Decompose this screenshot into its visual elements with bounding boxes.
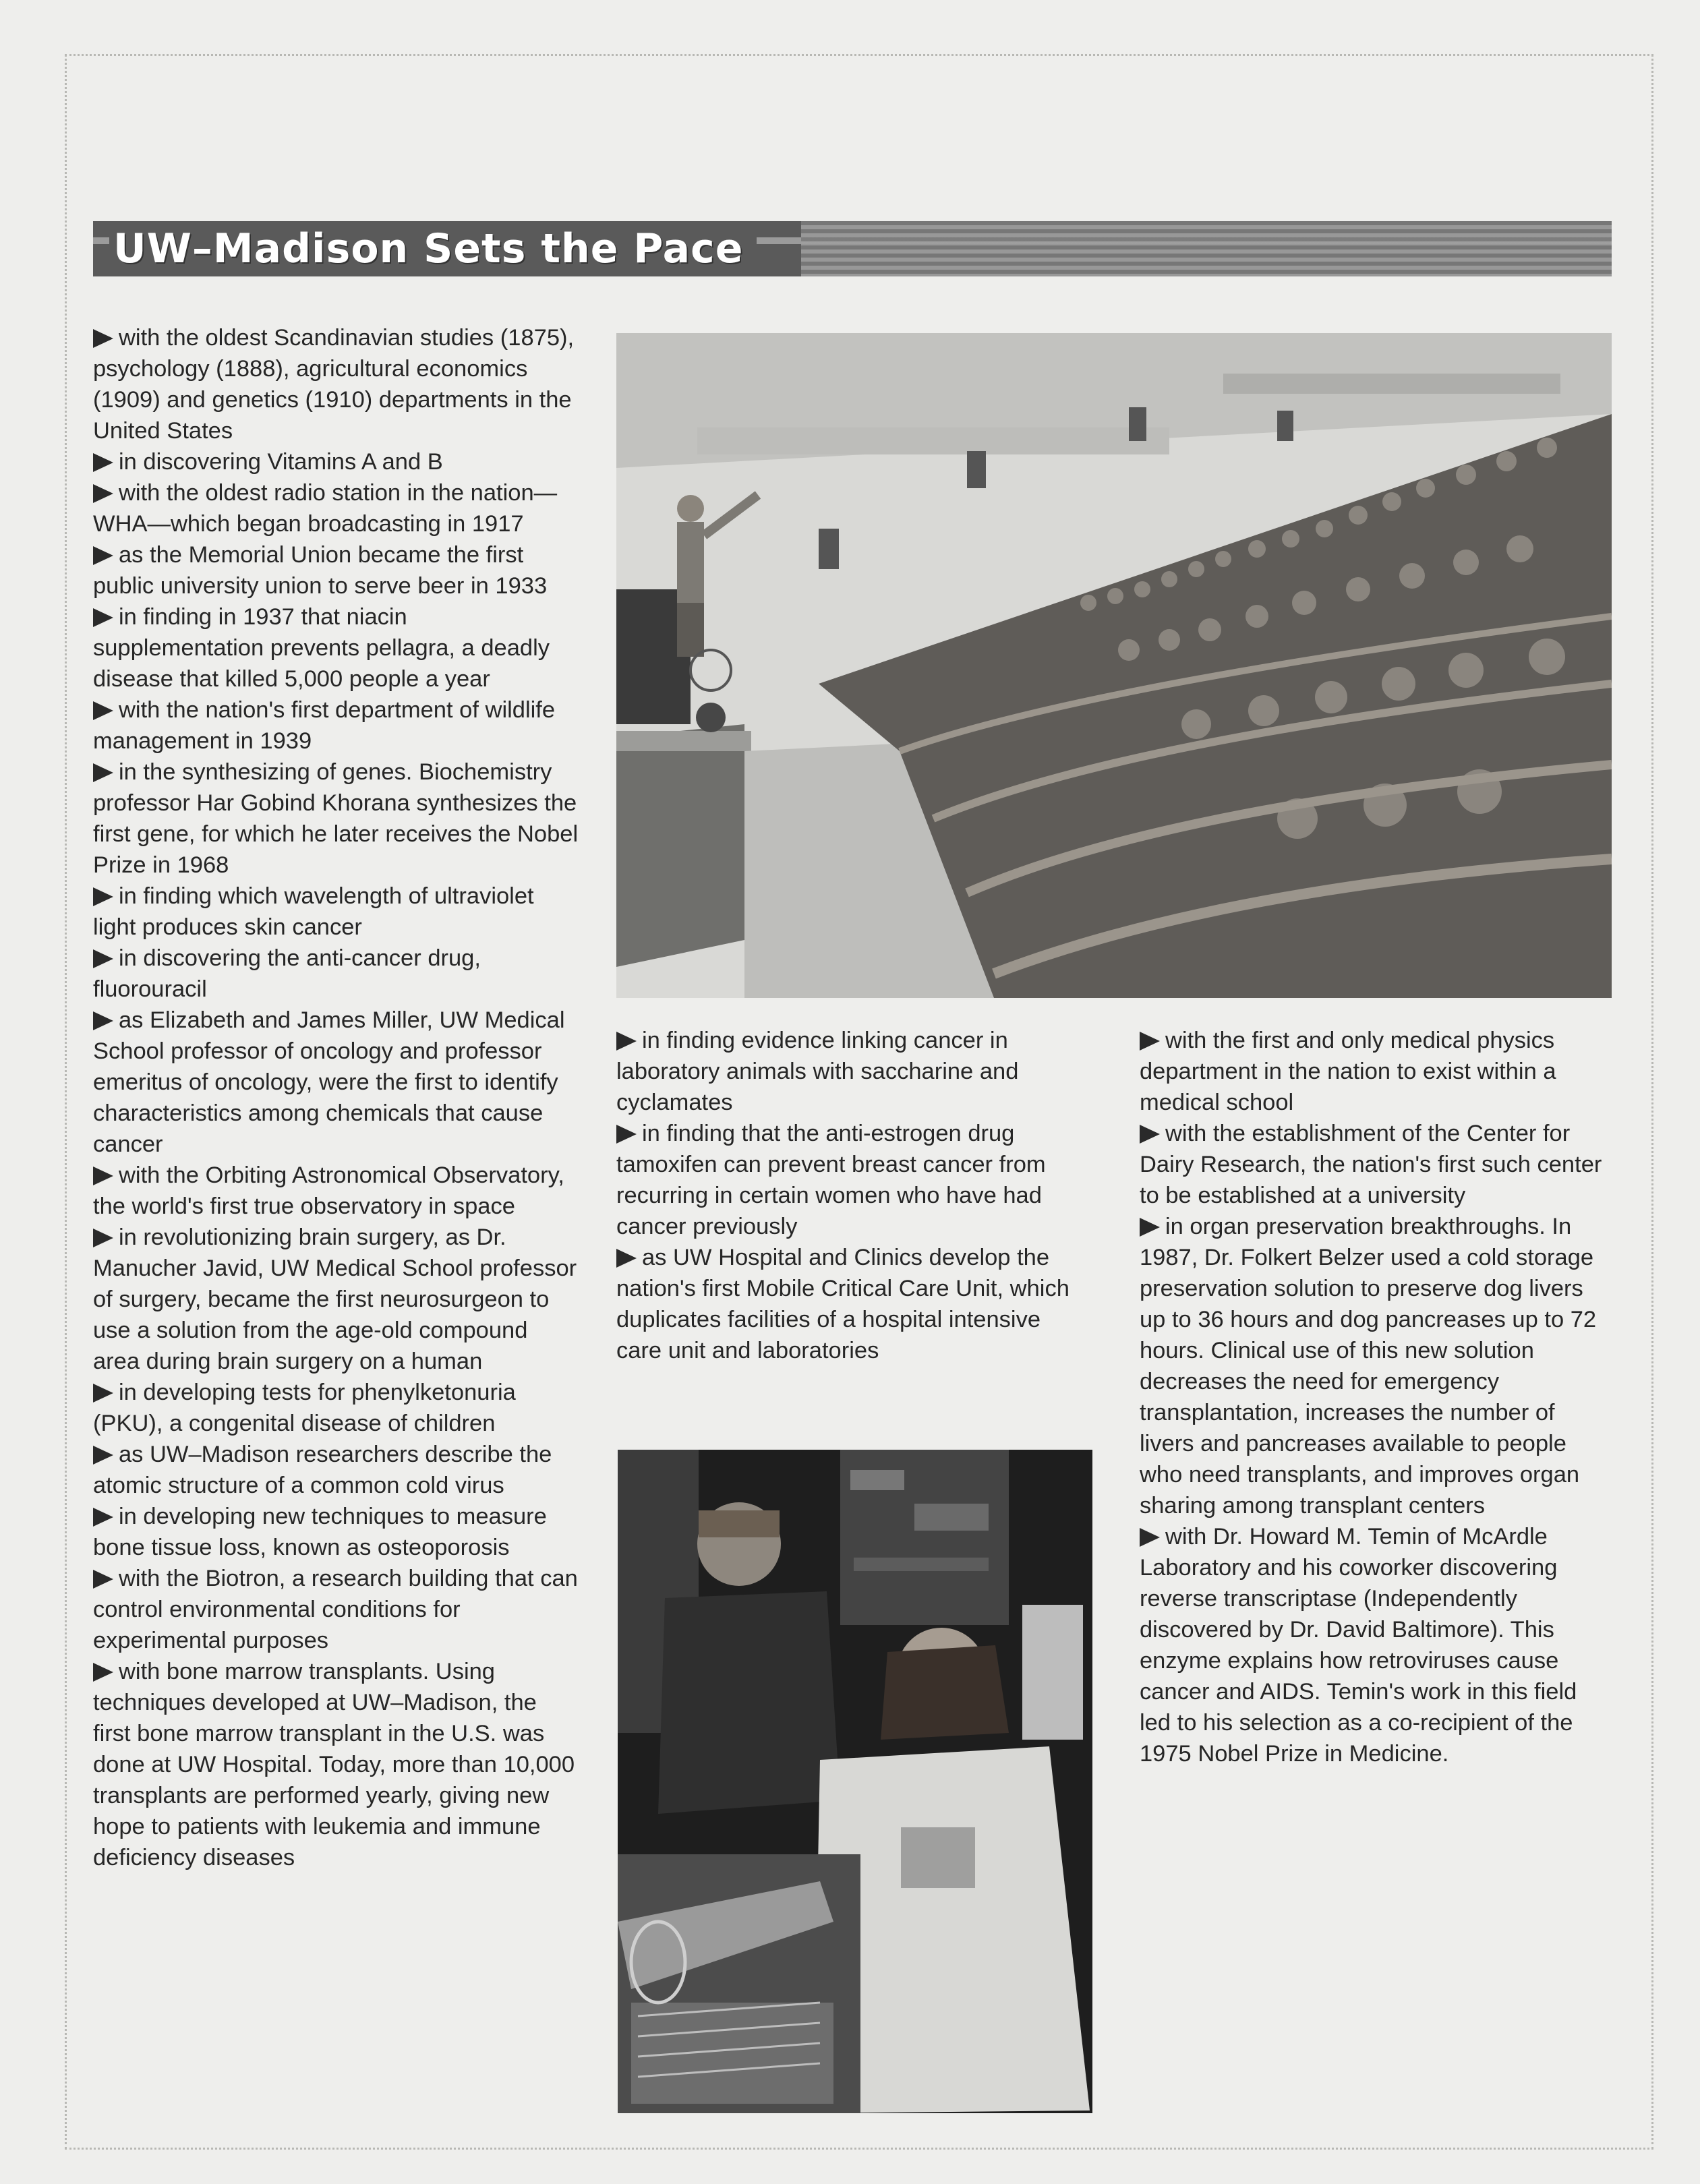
arrow-bullet-icon: [93, 763, 113, 782]
list-item: with the first and only medical physics department in the nation to exist within a medical school: [1140, 1028, 1556, 1115]
arrow-bullet-icon: [93, 1570, 113, 1589]
arrow-bullet-icon: [93, 1229, 113, 1247]
list-item: as UW Hospital and Clinics develop the nation's first Mobile Critical Care Unit, which duplicates facilities of a hospital intensive care unit and laboratories: [616, 1245, 1069, 1363]
arrow-bullet-icon: [93, 546, 113, 565]
section-header-bar: [93, 221, 1612, 276]
arrow-bullet-icon: [93, 484, 113, 503]
arrow-bullet-icon: [93, 887, 113, 906]
arrow-bullet-icon: [1140, 1528, 1160, 1547]
list-item: in discovering Vitamins A and B: [93, 446, 579, 477]
arrow-bullet-icon: [1140, 1032, 1160, 1051]
list-item: in developing new techniques to measure bone tissue loss, known as osteoporosis: [93, 1504, 547, 1560]
list-item: with the oldest radio station in the nation—WHA—which began broadcasting in 1917: [93, 480, 558, 537]
list-item: as UW–Madison researchers describe the atomic structure of a common cold virus: [93, 1442, 552, 1498]
laboratory-photo: [618, 1450, 1092, 2113]
arrow-bullet-icon: [616, 1125, 637, 1144]
arrow-bullet-icon: [93, 1446, 113, 1465]
list-item: with Dr. Howard M. Temin of McArdle Laboratory and his coworker discovering reverse transcriptase (Independently discovered by Dr. David Baltimore). This enzyme explains how retroviruses cause cancer and AIDS. Temin's work in this field led to his selection as a co-recipient of the 1975 Nobel Prize in Medicine.: [1140, 1524, 1577, 1767]
arrow-bullet-icon: [93, 1167, 113, 1185]
arrow-bullet-icon: [93, 701, 113, 720]
arrow-bullet-icon: [93, 453, 113, 472]
list-item: in developing tests for phenylketonuria (PKU), a congenital disease of children: [93, 1380, 516, 1436]
list-item: in organ preservation breakthroughs. In 1987, Dr. Folkert Belzer used a cold storage preservation solution to preserve dog livers up to 36 hours and dog pancreases up to 72 hours. Clinical use of this new solution decreases the need for emergency transplantation, increases the number of livers and pancreases available to people who need transplants, and improves organ sharing among transplant centers: [1140, 1214, 1597, 1518]
list-item: as the Memorial Union became the first public university union to serve beer in 1933: [93, 542, 548, 599]
lecture-hall-illustration: [616, 333, 1612, 998]
arrow-bullet-icon: [93, 1384, 113, 1403]
laboratory-illustration: [618, 1450, 1092, 2113]
arrow-bullet-icon: [1140, 1218, 1160, 1237]
list-item: with bone marrow transplants. Using techniques developed at UW–Madison, the first bone marrow transplant in the U.S. was done at UW Hospital. Today, more than 10,000 transplants are performed yearly, giving new hope to patients with leukemia and immune deficiency diseases: [93, 1659, 575, 1870]
list-item: with the establishment of the Center for Dairy Research, the nation's first such center to be established at a university: [1140, 1121, 1602, 1208]
arrow-bullet-icon: [93, 608, 113, 627]
list-item: with the Orbiting Astronomical Observatory, the world's first true observatory in space: [93, 1162, 564, 1219]
middle-text-column: [616, 1025, 1088, 1366]
arrow-bullet-icon: [93, 949, 113, 968]
arrow-bullet-icon: [93, 1011, 113, 1030]
left-text-column: [93, 322, 579, 1873]
header-stripes: [801, 221, 1612, 276]
arrow-bullet-icon: [1140, 1125, 1160, 1144]
right-text-column: [1140, 1025, 1605, 1769]
list-item: in finding in 1937 that niacin supplementation prevents pellagra, a deadly disease that killed 5,000 people a year: [93, 604, 550, 692]
arrow-bullet-icon: [93, 1508, 113, 1527]
lecture-hall-photo: [616, 333, 1612, 998]
list-item: in finding that the anti-estrogen drug tamoxifen can prevent breast cancer from recurring in certain women who have had cancer previously: [616, 1121, 1046, 1239]
list-item: as Elizabeth and James Miller, UW Medical School professor of oncology and professor emeritus of oncology, were the first to identify characteristics among chemicals that cause cancer: [93, 1007, 565, 1157]
arrow-bullet-icon: [93, 1663, 113, 1682]
list-item: in finding which wavelength of ultraviolet light produces skin cancer: [93, 883, 534, 940]
list-item: with the Biotron, a research building that can control environmental conditions for experimental purposes: [93, 1566, 578, 1653]
list-item: with the oldest Scandinavian studies (1875), psychology (1888), agricultural economics (1909) and genetics (1910) departments in the United States: [93, 325, 575, 444]
list-item: in the synthesizing of genes. Biochemistry professor Har Gobind Khorana synthesizes the first gene, for which he later receives the Nobel Prize in 1968: [93, 759, 579, 878]
list-item: in finding evidence linking cancer in laboratory animals with saccharine and cyclamates: [616, 1028, 1019, 1115]
arrow-bullet-icon: [616, 1249, 637, 1268]
list-item: in revolutionizing brain surgery, as Dr. Manucher Javid, UW Medical School professor of surgery, became the first neurosurgeon to use a solution from the age-old compound area during brain surgery on a human: [93, 1224, 577, 1374]
arrow-bullet-icon: [93, 329, 113, 348]
section-title: UW–Madison Sets the Pace: [109, 225, 757, 272]
list-item: in discovering the anti-cancer drug, fluorouracil: [93, 945, 481, 1002]
arrow-bullet-icon: [616, 1032, 637, 1051]
list-item: with the nation's first department of wildlife management in 1939: [93, 697, 556, 754]
